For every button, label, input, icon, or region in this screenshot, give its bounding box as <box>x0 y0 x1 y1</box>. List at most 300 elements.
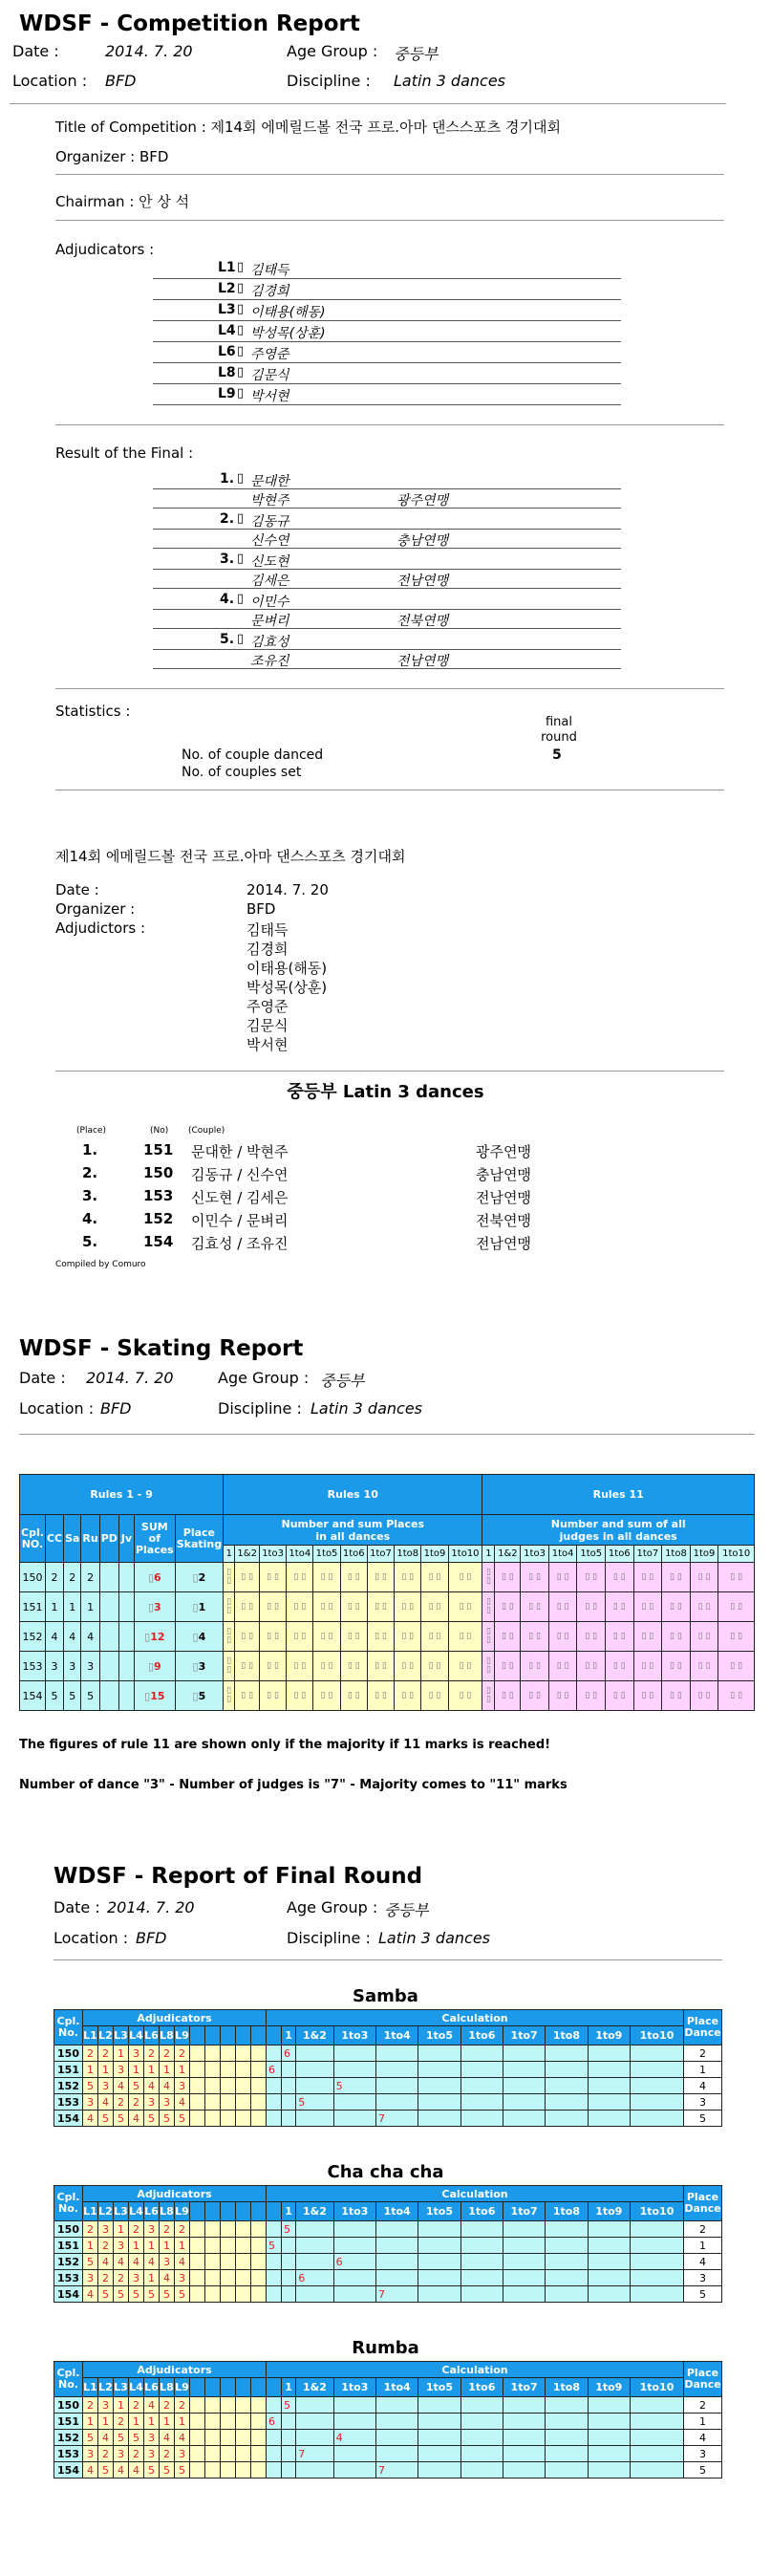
judge-mark: 2 <box>144 2046 160 2062</box>
skating-table <box>19 1474 755 1711</box>
judge-header: L2 <box>98 2026 114 2046</box>
calc-cell <box>267 2221 282 2238</box>
judge-mark-empty <box>190 2430 205 2446</box>
fr-location-label: Location : <box>54 1929 129 1947</box>
result-partner1: 이민수 <box>250 595 289 610</box>
summary-date: 2014. 7. 20 <box>246 881 329 898</box>
judge-header: L6 <box>144 2026 160 2046</box>
calc-cell <box>333 2286 375 2303</box>
judge-mark-empty <box>236 2111 251 2127</box>
judge-mark: 2 <box>83 2221 98 2238</box>
dance-table-cha-cha-cha <box>54 2185 722 2303</box>
calc-cell <box>418 2462 460 2479</box>
adjudicator-name: 박성목(상훈) <box>250 326 326 341</box>
judge-mark-empty <box>221 2414 236 2430</box>
rules10-subheader: Number and sum Places in all dances <box>224 1515 482 1546</box>
calc-cell <box>296 2414 333 2430</box>
calc-cell <box>588 2254 630 2270</box>
calc-cell <box>460 2254 503 2270</box>
adjudicator-code: L2 <box>218 281 236 296</box>
adjudicator-box-icon: ▯ <box>237 302 245 316</box>
judge-header: L4 <box>129 2378 144 2397</box>
judge-mark: 3 <box>129 2270 144 2286</box>
calc-col-header: 1to5 <box>577 1546 606 1563</box>
calc-cell <box>282 2238 296 2254</box>
calc-cell <box>333 2221 375 2238</box>
judge-mark: 4 <box>175 2254 190 2270</box>
cc-value: 1 <box>45 1592 63 1622</box>
calc-col-header: 1to5 <box>418 2378 460 2397</box>
calc-cell <box>296 2078 333 2094</box>
result-club: 광주연맹 <box>396 493 449 509</box>
judge-mark: 1 <box>83 2238 98 2254</box>
calc-col-header: 1to7 <box>633 1546 662 1563</box>
calc-cell <box>588 2286 630 2303</box>
judge-mark: 3 <box>114 2238 129 2254</box>
calc-cell <box>630 2270 683 2286</box>
calc-cell <box>588 2221 630 2238</box>
rule10-cell: ▯ ▯ <box>340 1652 367 1681</box>
judge-mark-empty <box>251 2094 267 2111</box>
result-underline <box>153 529 621 530</box>
sum-value <box>134 1592 175 1622</box>
calc-cell <box>282 2062 296 2078</box>
judge-mark: 1 <box>83 2414 98 2430</box>
calc-cell <box>267 2046 282 2062</box>
judge-mark: 4 <box>114 2254 129 2270</box>
summary-club: 광주연맹 <box>476 1143 531 1160</box>
calc-col-header: 1to5 <box>418 2202 460 2221</box>
calc-cell <box>375 2254 418 2270</box>
adjudicator-code: L9 <box>218 386 236 401</box>
judge-header: L9 <box>175 2202 190 2221</box>
judge-mark-empty <box>236 2446 251 2462</box>
judge-mark: 3 <box>114 2062 129 2078</box>
judge-header: L8 <box>160 2026 175 2046</box>
calc-cell <box>296 2254 333 2270</box>
calc-col-header: 1&2 <box>296 2378 333 2397</box>
sk-location-label: Location : <box>19 1399 95 1418</box>
cpl-no: 154 <box>54 2111 83 2127</box>
judge-mark-empty <box>190 2078 205 2094</box>
calc-cell <box>630 2462 683 2479</box>
adjudicator-code: L4 <box>218 323 236 338</box>
calc-cell <box>546 2414 588 2430</box>
cpl-header: Cpl. No. <box>54 2362 83 2397</box>
calc-cell <box>503 2062 545 2078</box>
rule11-cell: ▯ ▯ <box>495 1592 521 1622</box>
divider <box>55 1071 724 1072</box>
calc-col-header: 1to10 <box>630 2026 683 2046</box>
place-dance: 1 <box>684 2238 722 2254</box>
calc-cell <box>588 2238 630 2254</box>
judge-mark: 3 <box>83 2446 98 2462</box>
judge-mark: 1 <box>114 2221 129 2238</box>
calc-cell <box>503 2286 545 2303</box>
rule11-cell: ▯ ▯ <box>606 1681 634 1711</box>
cpl-no: 151 <box>54 2414 83 2430</box>
rule10-cell: ▯ ▯ <box>235 1622 260 1652</box>
sum-number: 15 <box>150 1689 165 1702</box>
box-icon: ▯ <box>147 1570 155 1584</box>
rule10-cell: ▯ ▯ <box>340 1592 367 1622</box>
judge-header-empty <box>236 2202 251 2221</box>
judge-mark-empty <box>221 2286 236 2303</box>
judge-mark: 1 <box>98 2414 114 2430</box>
judge-mark-empty <box>236 2462 251 2479</box>
jv-value <box>118 1681 134 1711</box>
calc-col-header: 1to6 <box>460 2202 503 2221</box>
place-number: 1 <box>198 1600 206 1613</box>
judge-mark-empty <box>251 2078 267 2094</box>
rule11-cell: ▯ ▯ <box>482 1563 495 1592</box>
calc-cell <box>503 2270 545 2286</box>
judge-mark: 2 <box>175 2397 190 2414</box>
judge-mark-empty <box>190 2446 205 2462</box>
calc-cell <box>375 2221 418 2238</box>
calc-col-header: 1to6 <box>606 1546 634 1563</box>
rule10-cell: ▯ ▯ <box>421 1681 448 1711</box>
calc-cell <box>333 2094 375 2111</box>
rule10-cell: ▯ ▯ <box>340 1681 367 1711</box>
rule11-cell: ▯ ▯ <box>690 1622 718 1652</box>
calc-cell <box>503 2046 545 2062</box>
cc-value: 5 <box>45 1681 63 1711</box>
adjudicator-box-icon: ▯ <box>237 323 245 337</box>
summary-club: 전북연맹 <box>476 1212 531 1229</box>
judge-mark: 5 <box>98 2462 114 2479</box>
rule10-cell: ▯ ▯ <box>367 1622 394 1652</box>
judge-mark: 1 <box>160 2414 175 2430</box>
judge-mark-empty <box>236 2414 251 2430</box>
judge-mark-empty <box>236 2430 251 2446</box>
result-underline <box>153 508 621 509</box>
calc-col-header: 1to3 <box>333 2378 375 2397</box>
calc-cell <box>460 2270 503 2286</box>
adjudicator-code: L3 <box>218 302 236 317</box>
judge-mark-empty <box>190 2238 205 2254</box>
calc-cell: 5 <box>333 2078 375 2094</box>
place-number: 5 <box>198 1689 206 1702</box>
sum-number: 3 <box>154 1600 161 1613</box>
judge-header-empty <box>251 2026 267 2046</box>
rule10-cell: ▯ ▯ <box>313 1592 340 1622</box>
judge-mark-empty <box>190 2270 205 2286</box>
rule11-cell: ▯ ▯ <box>577 1563 606 1592</box>
judge-mark: 5 <box>114 2111 129 2127</box>
calc-cell <box>503 2254 545 2270</box>
judge-mark: 3 <box>83 2270 98 2286</box>
judge-mark: 5 <box>83 2430 98 2446</box>
discipline-value: Latin 3 dances <box>394 72 506 90</box>
judge-mark-empty <box>221 2238 236 2254</box>
divider <box>55 688 724 689</box>
judge-mark-empty <box>251 2238 267 2254</box>
rule11-cell: ▯ ▯ <box>521 1681 549 1711</box>
rule11-cell: ▯ ▯ <box>718 1652 755 1681</box>
summary-adjudictor: 이태용(해동) <box>246 960 328 977</box>
skating-col-header: Ru <box>81 1515 99 1563</box>
summary-adjudictor: 박서현 <box>246 1036 289 1053</box>
place-value <box>175 1681 223 1711</box>
rule11-cell: ▯ ▯ <box>633 1592 662 1622</box>
rule10-cell: ▯ ▯ <box>448 1652 482 1681</box>
result-partner1: 김동규 <box>250 514 289 530</box>
judge-mark: 3 <box>160 2094 175 2111</box>
calc-cell <box>375 2094 418 2111</box>
adjudicator-underline <box>153 341 621 342</box>
calc-cell <box>375 2397 418 2414</box>
judge-mark-empty <box>205 2046 221 2062</box>
calc-col-header: 1 <box>482 1546 495 1563</box>
cpl-no: 153 <box>54 2094 83 2111</box>
rule11-cell: ▯ ▯ <box>548 1652 577 1681</box>
rule10-cell: ▯ ▯ <box>224 1681 235 1711</box>
organizer: Organizer : BFD <box>55 148 169 165</box>
judge-mark: 1 <box>114 2046 129 2062</box>
box-icon: ▯ <box>192 1630 199 1643</box>
summary-adjudictor: 박성목(상훈) <box>246 979 328 996</box>
judge-header: L9 <box>175 2026 190 2046</box>
summary-place: 1. <box>82 1141 98 1158</box>
judge-header: L3 <box>114 2378 129 2397</box>
rule10-cell: ▯ ▯ <box>259 1652 286 1681</box>
calc-cell <box>546 2111 588 2127</box>
calc-cell <box>333 2414 375 2430</box>
place-dance: 4 <box>684 2430 722 2446</box>
summary-adjudictors-label: Adjudictors : <box>55 920 145 937</box>
rule11-cell: ▯ ▯ <box>718 1592 755 1622</box>
judge-mark-empty <box>221 2430 236 2446</box>
calc-cell <box>460 2462 503 2479</box>
calc-cell <box>296 2286 333 2303</box>
result-underline <box>153 609 621 610</box>
judge-mark-empty <box>190 2046 205 2062</box>
judge-header: L1 <box>83 2202 98 2221</box>
dance-name: Rumba <box>352 2338 419 2358</box>
judge-mark: 4 <box>144 2254 160 2270</box>
judge-mark: 2 <box>98 2446 114 2462</box>
calc-cell <box>546 2430 588 2446</box>
rule11-cell: ▯ ▯ <box>718 1681 755 1711</box>
judge-mark-empty <box>221 2111 236 2127</box>
rule11-cell: ▯ ▯ <box>482 1681 495 1711</box>
result-box-icon: ▯ <box>237 632 245 646</box>
sa-value: 2 <box>64 1563 81 1592</box>
result-partner2: 신수연 <box>250 533 289 549</box>
calc-cell <box>630 2078 683 2094</box>
judge-mark-empty <box>251 2111 267 2127</box>
rule11-cell: ▯ ▯ <box>577 1592 606 1622</box>
judge-mark-empty <box>190 2111 205 2127</box>
calc-cell: 5 <box>267 2238 282 2254</box>
fr-discipline: Latin 3 dances <box>378 1929 491 1947</box>
place-dance: 1 <box>684 2062 722 2078</box>
summary-couple: 김효성 / 조유진 <box>191 1235 289 1252</box>
calc-col-header: 1&2 <box>495 1546 521 1563</box>
calc-col-header: 1to9 <box>588 2026 630 2046</box>
calc-col-header: 1to9 <box>690 1546 718 1563</box>
judge-mark-empty <box>221 2221 236 2238</box>
calc-cell <box>630 2414 683 2430</box>
rule11-cell: ▯ ▯ <box>690 1652 718 1681</box>
rule11-cell: ▯ ▯ <box>521 1563 549 1592</box>
calc-cell <box>630 2446 683 2462</box>
judge-header: L8 <box>160 2378 175 2397</box>
calc-col-header: 1to8 <box>395 1546 421 1563</box>
calc-cell <box>630 2397 683 2414</box>
judge-mark-empty <box>221 2046 236 2062</box>
judge-header-empty <box>205 2026 221 2046</box>
col-couple-label: (Couple) <box>188 1126 225 1136</box>
judge-mark: 3 <box>144 2094 160 2111</box>
summary-no: 153 <box>143 1187 174 1204</box>
cpl-no: 152 <box>54 2430 83 2446</box>
box-icon: ▯ <box>147 1659 155 1673</box>
rule10-cell: ▯ ▯ <box>448 1563 482 1592</box>
fr-date-label: Date : <box>54 1898 100 1916</box>
judge-mark-empty <box>251 2046 267 2062</box>
judge-mark: 1 <box>175 2414 190 2430</box>
calc-cell <box>588 2430 630 2446</box>
place-number: 2 <box>198 1570 206 1584</box>
rule10-cell: ▯ ▯ <box>395 1563 421 1592</box>
judge-header: L4 <box>129 2026 144 2046</box>
calc-cell <box>375 2270 418 2286</box>
rule10-cell: ▯ ▯ <box>259 1681 286 1711</box>
adjudicator-box-icon: ▯ <box>237 344 245 358</box>
calc-cell: 7 <box>296 2446 333 2462</box>
rule10-cell: ▯ ▯ <box>235 1563 260 1592</box>
rule10-cell: ▯ ▯ <box>395 1622 421 1652</box>
adjudicators-header: Adjudicators <box>83 2010 267 2026</box>
place-dance: 4 <box>684 2254 722 2270</box>
judge-mark-empty <box>236 2094 251 2111</box>
calc-cell <box>267 2111 282 2127</box>
cpl-no: 151 <box>20 1592 46 1622</box>
adjudicator-underline <box>153 320 621 321</box>
result-underline <box>153 548 621 549</box>
judge-mark: 5 <box>129 2286 144 2303</box>
summary-couple: 문대한 / 박현주 <box>191 1143 289 1160</box>
summary-title: 제14회 에메릴드볼 전국 프로.아마 댄스스포츠 경기대회 <box>55 848 406 865</box>
calc-col-header: 1to6 <box>460 2378 503 2397</box>
rule10-cell: ▯ ▯ <box>448 1592 482 1622</box>
calc-col-header: 1to10 <box>448 1546 482 1563</box>
judge-mark: 5 <box>160 2111 175 2127</box>
adjudicators-header: Adjudicators <box>83 2362 267 2378</box>
calc-cell <box>296 2221 333 2238</box>
calc-cell <box>546 2254 588 2270</box>
calc-cell <box>460 2111 503 2127</box>
result-place: 3. <box>220 552 235 567</box>
rule11-cell: ▯ ▯ <box>482 1592 495 1622</box>
calc-cell <box>418 2062 460 2078</box>
calc-cell: 5 <box>282 2397 296 2414</box>
rule11-cell: ▯ ▯ <box>521 1622 549 1652</box>
fr-age-label: Age Group : <box>287 1898 378 1916</box>
cpl-no: 152 <box>54 2254 83 2270</box>
rule10-cell: ▯ ▯ <box>224 1622 235 1652</box>
calc-cell <box>588 2462 630 2479</box>
final-round-label: final round <box>541 715 577 745</box>
judge-mark: 5 <box>160 2462 175 2479</box>
cc-value: 4 <box>45 1622 63 1652</box>
judge-mark: 5 <box>129 2078 144 2094</box>
dance-name: Cha cha cha <box>327 2162 444 2182</box>
judge-header-empty <box>221 2378 236 2397</box>
result-club: 전북연맹 <box>396 614 449 629</box>
judge-header: L4 <box>129 2202 144 2221</box>
judge-mark-empty <box>205 2078 221 2094</box>
place-dance: 3 <box>684 2270 722 2286</box>
judge-mark: 1 <box>175 2238 190 2254</box>
judge-mark: 4 <box>129 2254 144 2270</box>
adjudicator-name: 김경희 <box>250 284 289 299</box>
chairman: Chairman : 안 상 석 <box>55 193 190 210</box>
judge-mark: 3 <box>144 2446 160 2462</box>
calc-cell <box>375 2430 418 2446</box>
judge-mark: 2 <box>160 2046 175 2062</box>
calc-col-header: 1to4 <box>287 1546 313 1563</box>
calc-cell <box>296 2430 333 2446</box>
calc-cell <box>546 2286 588 2303</box>
sum-value <box>134 1622 175 1652</box>
calc-cell <box>460 2414 503 2430</box>
judge-mark: 5 <box>144 2111 160 2127</box>
summary-organizer-label: Organizer : <box>55 900 136 918</box>
rule10-cell: ▯ ▯ <box>224 1652 235 1681</box>
calc-cell <box>546 2238 588 2254</box>
calc-cell <box>418 2270 460 2286</box>
judge-mark-empty <box>251 2062 267 2078</box>
calc-col-header: 1to4 <box>375 2026 418 2046</box>
summary-no: 154 <box>143 1233 174 1250</box>
cpl-header: Cpl. No. <box>54 2010 83 2046</box>
box-icon: ▯ <box>192 1600 199 1613</box>
rule10-cell: ▯ ▯ <box>224 1563 235 1592</box>
calc-cell <box>630 2094 683 2111</box>
judge-header: L9 <box>175 2378 190 2397</box>
summary-couple: 이민수 / 문벼리 <box>191 1212 289 1229</box>
skating-col-header: CC <box>45 1515 63 1563</box>
summary-adjudictor: 김문식 <box>246 1017 289 1034</box>
judge-header: L6 <box>144 2202 160 2221</box>
calc-cell <box>546 2462 588 2479</box>
calc-cell <box>588 2111 630 2127</box>
judge-mark: 4 <box>98 2094 114 2111</box>
rule11-cell: ▯ ▯ <box>495 1622 521 1652</box>
rule11-cell: ▯ ▯ <box>690 1563 718 1592</box>
calc-cell <box>630 2286 683 2303</box>
summary-adjudictor: 주영준 <box>246 998 289 1015</box>
calc-col-header: 1to8 <box>546 2202 588 2221</box>
calc-cell <box>267 2094 282 2111</box>
result-place: 1. <box>220 471 235 487</box>
adjudicator-underline <box>153 278 621 279</box>
cpl-no: 150 <box>54 2221 83 2238</box>
judge-mark: 1 <box>160 2238 175 2254</box>
place-value <box>175 1652 223 1681</box>
calc-cell <box>282 2111 296 2127</box>
summary-place: 4. <box>82 1210 98 1227</box>
judge-mark-empty <box>251 2397 267 2414</box>
sum-number: 9 <box>154 1659 161 1673</box>
judge-mark-empty <box>236 2286 251 2303</box>
calc-cell <box>333 2270 375 2286</box>
adjudicator-box-icon: ▯ <box>237 260 245 274</box>
calc-col-header: 1to3 <box>521 1546 549 1563</box>
